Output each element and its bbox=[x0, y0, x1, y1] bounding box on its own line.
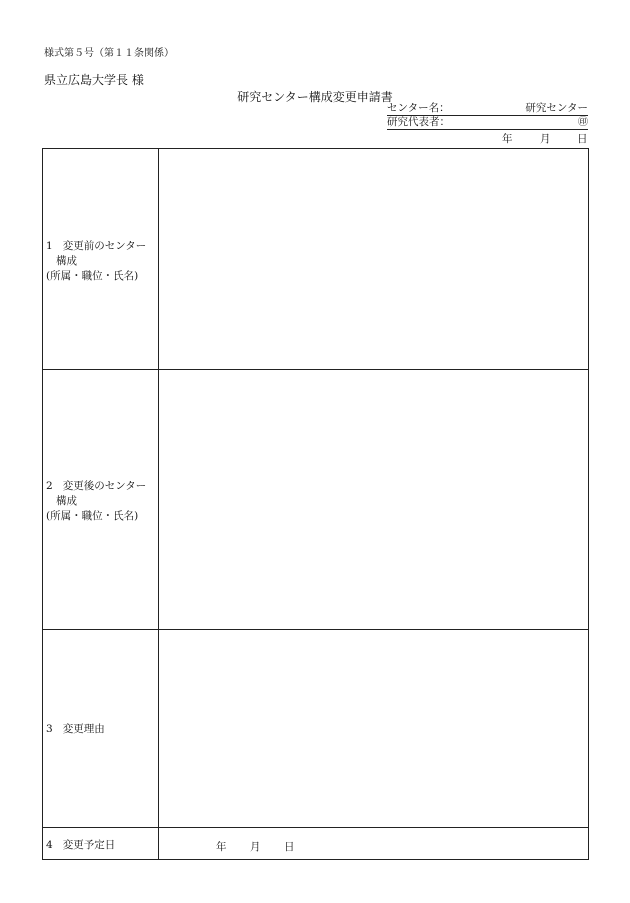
application-date-year: 年 bbox=[502, 133, 513, 145]
document-title: 研究センター構成変更申請書 bbox=[237, 90, 393, 104]
application-date-day: 日 bbox=[577, 133, 588, 145]
section-3-label bbox=[46, 722, 105, 737]
column-divider bbox=[158, 149, 159, 859]
section-number: 1 bbox=[46, 240, 53, 252]
section-2-line-2: 構成 bbox=[56, 495, 77, 507]
section-4-label bbox=[46, 838, 115, 853]
application-date-month: 月 bbox=[540, 133, 551, 145]
addressee: 県立広島大学長 様 bbox=[44, 73, 144, 87]
row-divider bbox=[43, 369, 588, 370]
section-number: 2 bbox=[46, 480, 53, 492]
section-1-label bbox=[46, 239, 146, 284]
scheduled-date-day: 日 bbox=[284, 841, 295, 853]
section-3-line-1: 変更理由 bbox=[62, 723, 105, 735]
seal-mark: ㊞ bbox=[578, 117, 588, 128]
representative-label: 研究代表者： bbox=[387, 116, 450, 128]
section-number: 4 bbox=[46, 839, 53, 851]
application-form-table bbox=[42, 148, 589, 860]
center-name-value[interactable]: 研究センター bbox=[525, 102, 588, 114]
scheduled-date-year: 年 bbox=[216, 841, 227, 853]
center-name-label: センター名： bbox=[387, 102, 450, 114]
row-divider bbox=[43, 629, 588, 630]
row-divider bbox=[43, 827, 588, 828]
scheduled-date-month: 月 bbox=[250, 841, 261, 853]
section-2-label bbox=[46, 479, 146, 524]
representative-row bbox=[387, 116, 588, 130]
section-number: 3 bbox=[46, 723, 53, 735]
center-name-row bbox=[387, 102, 588, 116]
section-4-line-1: 変更予定日 bbox=[62, 839, 116, 851]
section-1-line-1: 変更前のセンター bbox=[62, 240, 147, 252]
section-2-line-3: (所属・職位・氏名) bbox=[46, 510, 139, 522]
section-1-line-3: (所属・職位・氏名) bbox=[46, 270, 139, 282]
section-1-line-2: 構成 bbox=[56, 255, 77, 267]
section-2-line-1: 変更後のセンター bbox=[62, 480, 147, 492]
form-number: 様式第５号（第１１条関係） bbox=[44, 48, 174, 59]
